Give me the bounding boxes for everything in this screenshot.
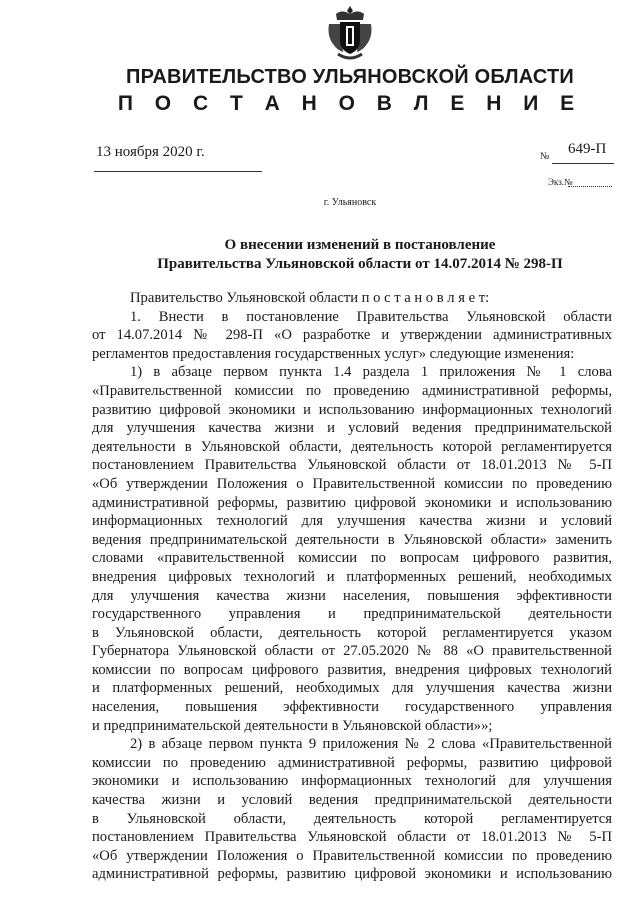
body-line: развитию цифровой экономики и использованию информационных технологий: [92, 401, 612, 418]
body-line: 1. Внести в постановление Правительства Ульяновской области: [130, 308, 612, 325]
body-line: для улучшения качества жизни населения, повышения эффективности: [92, 587, 612, 604]
body-line: качества жизни и условий ведения предпринимательской деятельности: [92, 792, 612, 809]
body-line: от 14.07.2014 № 298-П «О разработке и утверждении административных: [92, 327, 612, 344]
date-underline: [94, 171, 262, 172]
document-body: [92, 289, 612, 884]
document-date: 13 ноября 2020 г.: [96, 144, 205, 160]
body-line: Правительство Ульяновской области п о с т а н о в л я е т:: [130, 290, 490, 306]
government-name: ПРАВИТЕЛЬСТВО УЛЬЯНОВСКОЙ ОБЛАСТИ: [126, 66, 574, 88]
body-line: постановлением Правительства Ульяновской области от 18.01.2013 № 5-П: [92, 457, 612, 474]
body-line: деятельности в Ульяновской области, деятельность которой регламентируется: [92, 438, 612, 455]
body-line: «Правительственной комиссии по проведению административной реформы,: [92, 382, 612, 399]
document-type: П О С Т А Н О В Л Е Н И Е: [117, 92, 583, 115]
copy-underline: [568, 186, 612, 187]
number-label: №: [540, 151, 550, 162]
body-line: информационных технологий для улучшения качества жизни и условий: [92, 513, 612, 530]
body-line: населения, повышения эффективности государственного управления: [92, 699, 612, 716]
coat-of-arms-icon: [326, 4, 374, 62]
body-line: государственного управления и предпринимательской деятельности: [92, 606, 612, 623]
body-line: для улучшения качества жизни и условий ведения предпринимательской: [92, 420, 612, 437]
body-line: внедрения цифровых технологий и платформенных решений, необходимых: [92, 568, 612, 585]
body-line: словами «правительственной комиссии по вопросам цифрового развития,: [92, 550, 612, 567]
body-line: и платформенных решений, необходимых для улучшения качества жизни: [92, 680, 612, 697]
body-line: в Ульяновской области, деятельность которой регламентируется указом: [92, 624, 612, 641]
title-line-2: Правительства Ульяновской области от 14.07.2014 № 298-П: [157, 256, 563, 272]
body-line: Губернатора Ульяновской области от 27.05.2020 № 88 «О правительственной: [92, 643, 612, 660]
document-number: 649-П: [568, 141, 607, 157]
body-line: 1) в абзаце первом пункта 1.4 раздела 1 приложения № 1 слова: [130, 364, 612, 381]
copy-label: Экз.№: [548, 177, 573, 187]
body-line: комиссии по вопросам цифрового развития, внедрения цифровых технологий: [92, 661, 612, 678]
body-line: экономики и использованию информационных технологий для улучшения: [92, 773, 612, 790]
body-line: «Об утверждении Положения о Правительственной комиссии по проведению: [92, 475, 612, 492]
document-title: [100, 236, 620, 274]
body-line: и предпринимательской деятельности в Ульяновской области»»;: [92, 717, 493, 734]
body-line: 2) в абзаце первом пункта 9 приложения № 2 слова «Правительственной: [130, 736, 612, 753]
body-line: регламентов предоставления государственных услуг» следующие изменения:: [92, 345, 575, 362]
number-underline: [552, 163, 614, 164]
title-line-1: О внесении изменений в постановление: [224, 237, 496, 253]
body-line: в Ульяновской области, деятельность которой регламентируется: [92, 810, 612, 827]
city: г. Ульяновск: [323, 197, 377, 208]
body-line: постановлением Правительства Ульяновской области от 18.01.2013 № 5-П: [92, 829, 612, 846]
body-line: «Об утверждении Положения о Правительственной комиссии по проведению: [92, 847, 612, 864]
body-line: комиссии по проведению административной реформы, развитию цифровой: [92, 754, 612, 771]
body-line: ведения предпринимательской деятельности в Ульяновской области» заменить: [92, 531, 612, 548]
body-line: административной реформы, развитию цифровой экономики и использованию: [92, 866, 612, 883]
body-line: административной реформы, развитию цифровой экономики и использованию: [92, 494, 612, 511]
